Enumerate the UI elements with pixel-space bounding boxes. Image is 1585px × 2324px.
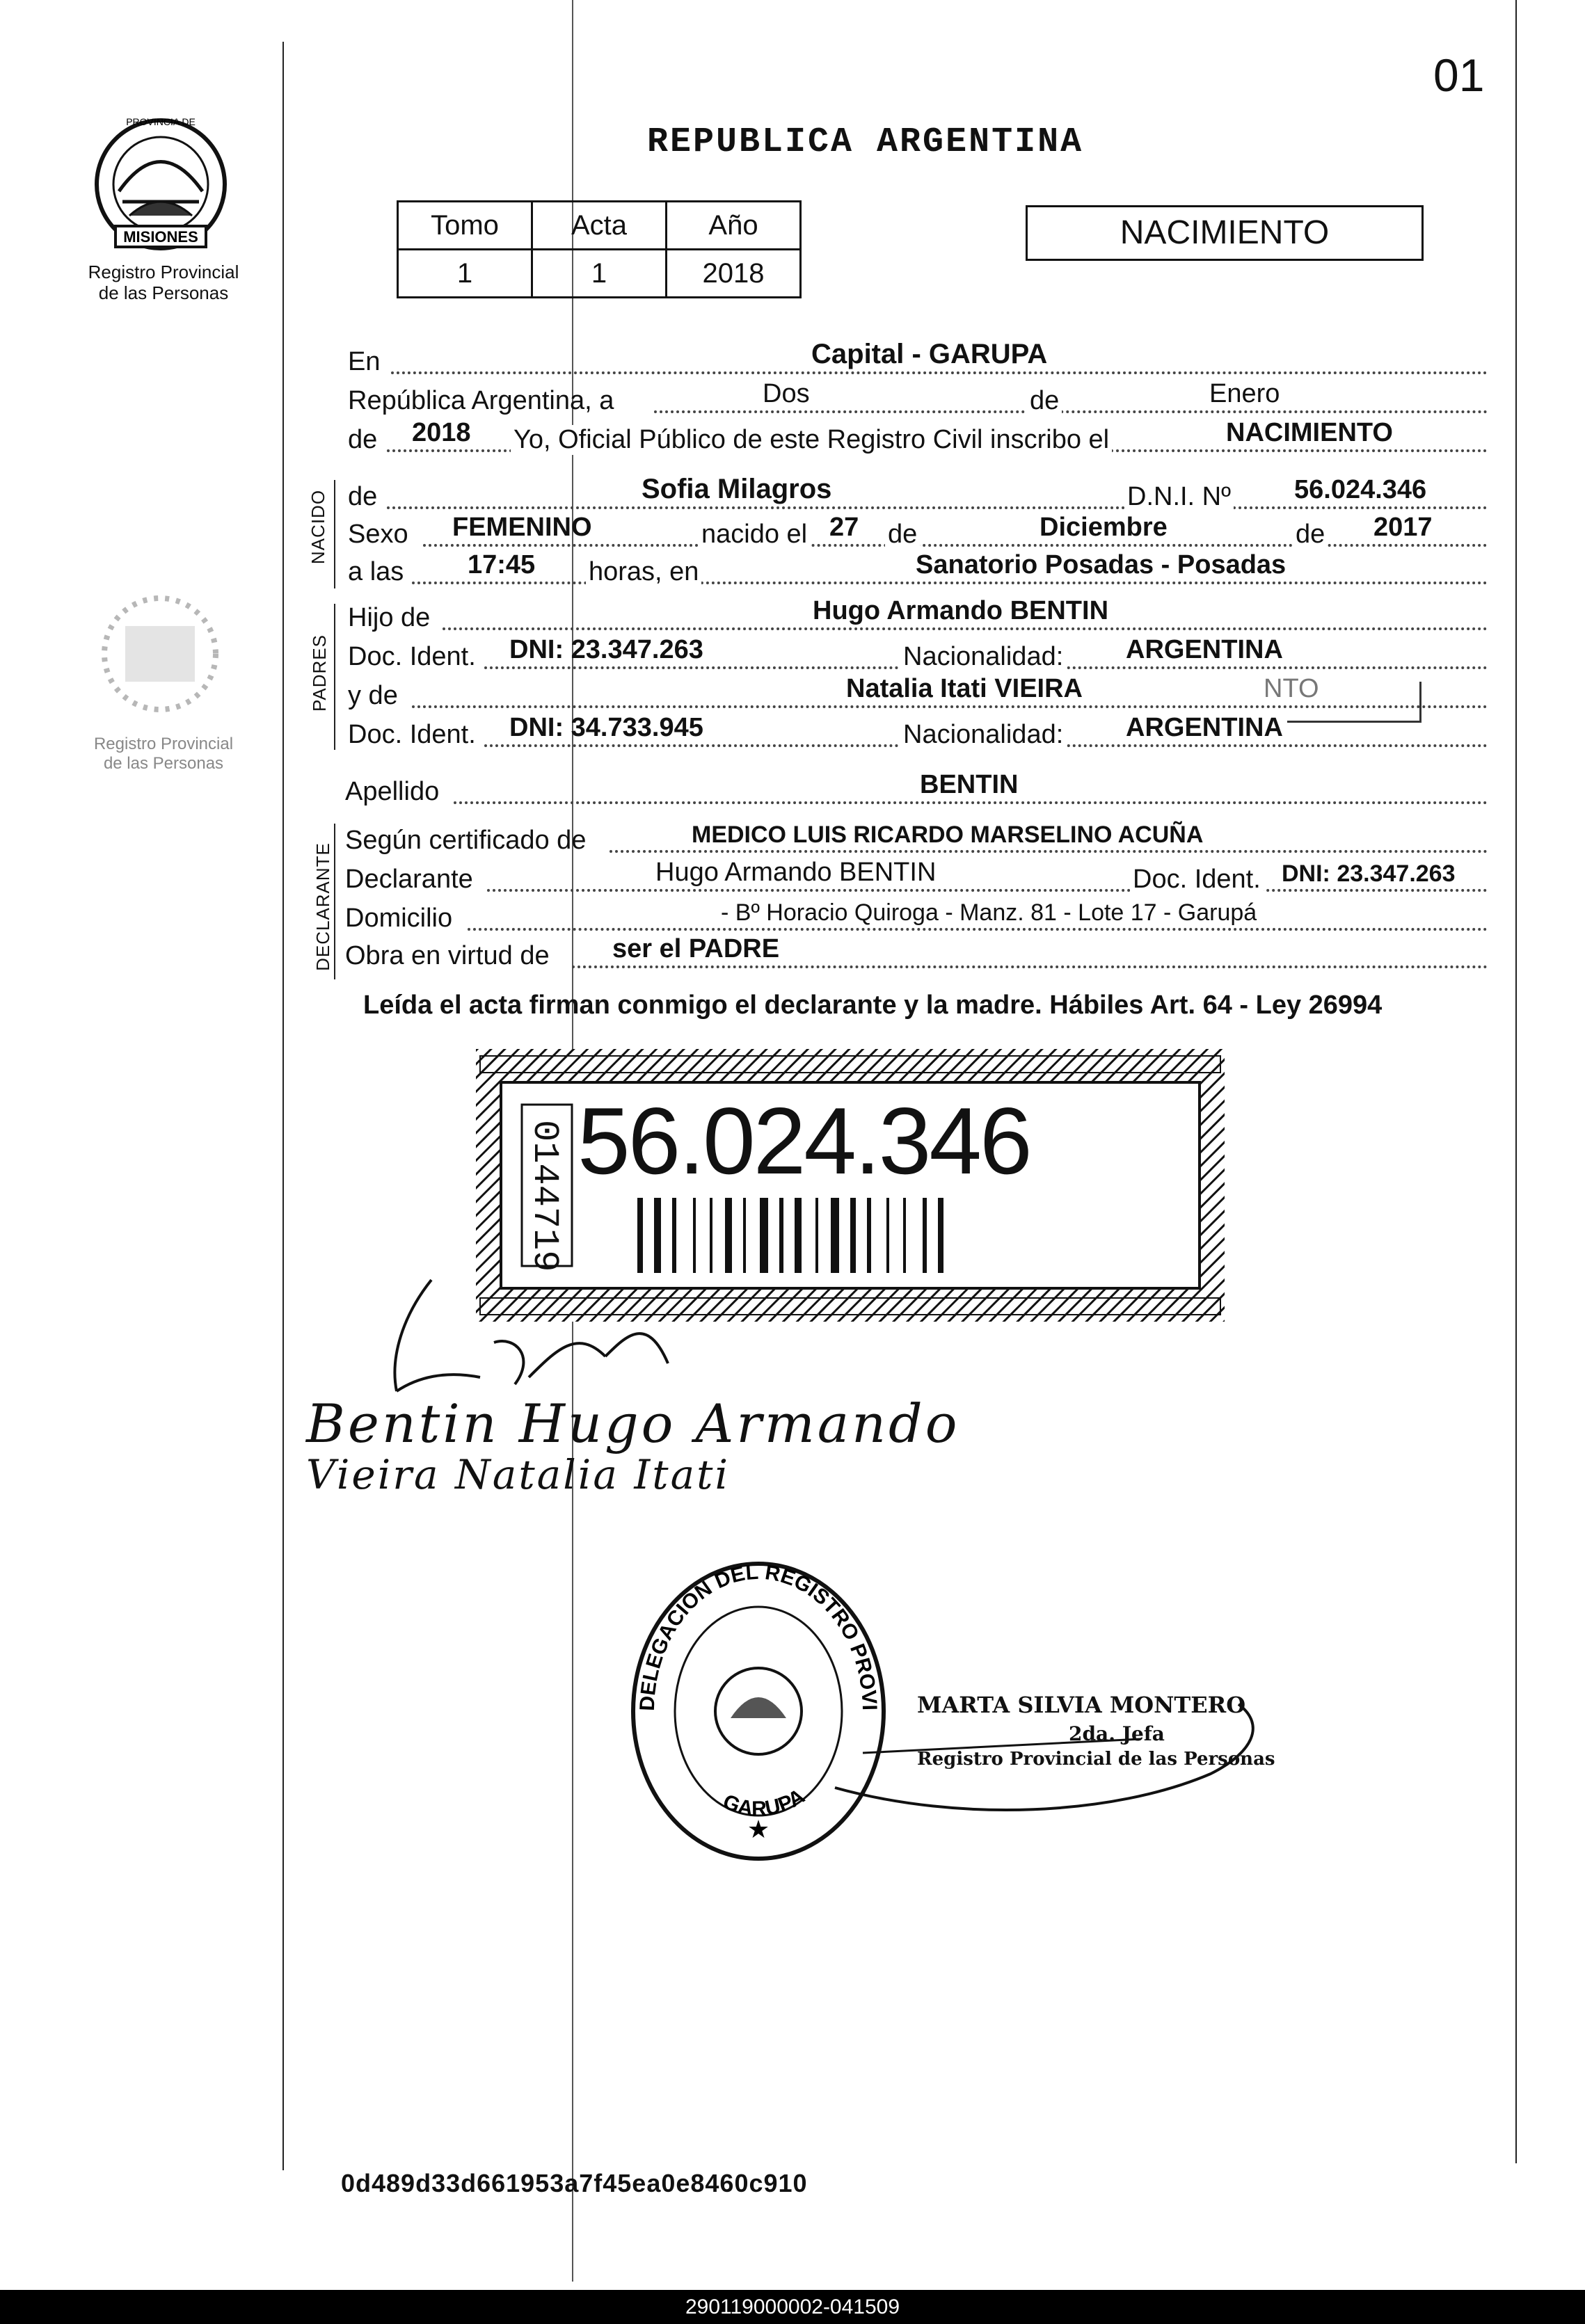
republica-label: República Argentina, a bbox=[348, 386, 614, 415]
declarante-bracket bbox=[334, 824, 335, 979]
nacido-lugar: Sanatorio Posadas - Posadas bbox=[916, 550, 1287, 579]
certificado-value: MEDICO LUIS RICARDO MARSELINO ACUÑA bbox=[692, 822, 1204, 848]
signer-name: MARTA SILVIA MONTERO bbox=[917, 1692, 1246, 1718]
barcode-bar bbox=[795, 1198, 802, 1273]
row-apellido bbox=[345, 772, 1488, 811]
padres-bracket bbox=[334, 604, 335, 750]
signer-org: Registro Provincial de las Personas bbox=[917, 1749, 1275, 1770]
province-seal-logo bbox=[88, 104, 234, 257]
obra-label: Obra en virtud de bbox=[345, 941, 550, 970]
signer-role: 2da. Jefa bbox=[1069, 1722, 1165, 1745]
acta-value-acta: 1 bbox=[532, 250, 667, 298]
madre-nombre: Natalia Itati VIEIRA bbox=[846, 674, 1083, 703]
padre-nac-label: Nacionalidad: bbox=[900, 642, 1066, 672]
de-label-2: de bbox=[348, 425, 378, 454]
madre-doc-label: Doc. Ident. bbox=[348, 720, 476, 749]
acta-table bbox=[397, 200, 802, 298]
row-obra-en-virtud bbox=[345, 936, 1488, 975]
en-value: Capital - GARUPA bbox=[811, 339, 1048, 369]
row-padre-doc bbox=[345, 637, 1488, 676]
left-margin-line bbox=[282, 42, 284, 2170]
document-hash: 0d489d33d661953a7f45ea0e8460c910 bbox=[341, 2169, 808, 2197]
nacido-de-label-3: de bbox=[1293, 520, 1328, 550]
mes-value: Enero bbox=[1209, 379, 1280, 408]
row-nacido-hora bbox=[345, 552, 1488, 591]
signer-signature-stroke bbox=[821, 1656, 1280, 1840]
stamp-round-bottom: GARUPA bbox=[719, 1784, 809, 1821]
barcode-bar bbox=[938, 1198, 943, 1273]
horas-en-label: horas, en bbox=[586, 557, 701, 587]
hijo-de-label: Hijo de bbox=[348, 603, 431, 632]
faded-seal-caption: Registro Provincial de las Personas bbox=[93, 735, 234, 773]
acta-header-acta: Acta bbox=[532, 202, 667, 250]
nacido-de-label-2: de bbox=[885, 520, 920, 550]
sexo-label: Sexo bbox=[348, 520, 408, 549]
barcode-bar bbox=[710, 1198, 712, 1273]
section-label-padres: PADRES bbox=[309, 634, 330, 712]
row-republica bbox=[345, 381, 1488, 420]
padre-doc: DNI: 23.347.263 bbox=[509, 635, 703, 664]
nacido-bracket bbox=[334, 480, 335, 588]
y-de-label: y de bbox=[348, 681, 398, 710]
barcode-bar bbox=[815, 1198, 818, 1273]
dia-value: Dos bbox=[763, 379, 810, 408]
nacido-dia: 27 bbox=[829, 513, 859, 542]
barcode-bar bbox=[654, 1198, 661, 1273]
a-las-label: a las bbox=[348, 557, 404, 586]
obra-value: ser el PADRE bbox=[612, 934, 780, 963]
de-label: de bbox=[1027, 386, 1062, 416]
en-label: En bbox=[348, 347, 381, 376]
padre-nacionalidad: ARGENTINA bbox=[1126, 635, 1283, 664]
declarante-label: Declarante bbox=[345, 865, 473, 894]
nacido-el-label: nacido el bbox=[699, 520, 810, 550]
nacido-anio: 2017 bbox=[1373, 513, 1433, 542]
barcode-bar bbox=[850, 1198, 856, 1273]
leida-acta-text: Leída el acta firman conmigo el declarante y la madre. Hábiles Art. 64 - Ley 26994 bbox=[363, 991, 1383, 1020]
sticker-serial: 0144719 bbox=[524, 1120, 565, 1272]
declarante-nombre: Hugo Armando BENTIN bbox=[655, 858, 937, 887]
row-anio-inscribo bbox=[345, 420, 1488, 459]
inscribo-value: NACIMIENTO bbox=[1226, 418, 1393, 447]
declarante-doc-label: Doc. Ident. bbox=[1130, 865, 1264, 895]
sticker-dni-number: 56.024.346 bbox=[578, 1088, 1030, 1194]
segun-certificado-label: Según certificado de bbox=[345, 826, 587, 855]
barcode-bar bbox=[779, 1198, 783, 1273]
nacido-de-label: de bbox=[348, 482, 378, 511]
apellido-value: BENTIN bbox=[920, 770, 1019, 799]
nacido-hora: 17:45 bbox=[468, 550, 536, 579]
domicilio-value: - Bº Horacio Quiroga - Manz. 81 - Lote 17 - Garupá bbox=[721, 899, 1257, 926]
logo-caption-line1: Registro Provincial bbox=[88, 262, 239, 282]
right-margin-line bbox=[1515, 0, 1517, 2163]
stamp-round-text: DELEGACION DEL REGISTRO PROVI bbox=[635, 1560, 882, 1712]
acta-value-anio: 2018 bbox=[667, 250, 801, 298]
acta-table-header-row bbox=[398, 202, 801, 250]
footer-code: 290119000002-041509 bbox=[0, 2290, 1585, 2324]
row-hijo-de bbox=[345, 598, 1488, 637]
yo-oficial-text: Yo, Oficial Público de este Registro Civil inscribo el bbox=[511, 425, 1112, 455]
barcode-bar bbox=[672, 1198, 676, 1273]
document-title: REPUBLICA ARGENTINA bbox=[647, 122, 1084, 162]
padre-doc-label: Doc. Ident. bbox=[348, 642, 476, 671]
margin-note: NTO bbox=[1264, 674, 1319, 703]
madre-doc: DNI: 34.733.945 bbox=[509, 713, 703, 742]
signature-madre: Vieira Natalia Itati bbox=[306, 1451, 731, 1498]
barcode-bar bbox=[867, 1198, 871, 1273]
acta-header-tomo: Tomo bbox=[398, 202, 532, 250]
sexo-value: FEMENINO bbox=[452, 513, 592, 542]
logo-text-top: PROVINCIA DE bbox=[126, 116, 196, 127]
barcode-bar bbox=[903, 1198, 906, 1273]
logo-caption-line2: de las Personas bbox=[98, 282, 229, 303]
nacido-nombre: Sofia Milagros bbox=[642, 474, 832, 504]
nacido-dni: 56.024.346 bbox=[1294, 475, 1427, 504]
barcode-bar bbox=[760, 1198, 768, 1273]
domicilio-label: Domicilio bbox=[345, 904, 453, 933]
tipo-acta-box: NACIMIENTO bbox=[1026, 205, 1424, 261]
acta-header-anio: Año bbox=[667, 202, 801, 250]
barcode-bar bbox=[831, 1198, 839, 1273]
signature-padre: Bentin Hugo Armando bbox=[306, 1393, 960, 1454]
madre-nac-label: Nacionalidad: bbox=[900, 720, 1066, 750]
section-label-declarante: DECLARANTE bbox=[312, 842, 333, 971]
section-label-nacido: NACIDO bbox=[308, 489, 329, 565]
row-domicilio bbox=[345, 899, 1488, 938]
row-en bbox=[345, 339, 1488, 381]
padre-nombre: Hugo Armando BENTIN bbox=[813, 596, 1109, 625]
logo-text: MISIONES bbox=[123, 228, 198, 246]
acta-value-tomo: 1 bbox=[398, 250, 532, 298]
logo-caption bbox=[70, 262, 257, 303]
barcode-bar bbox=[743, 1198, 746, 1273]
barcode-bar bbox=[637, 1198, 643, 1273]
apellido-label: Apellido bbox=[345, 777, 440, 806]
barcode-bar bbox=[923, 1198, 927, 1273]
dni-label: D.N.I. Nº bbox=[1124, 482, 1234, 512]
nacido-mes: Diciembre bbox=[1040, 513, 1168, 542]
row-segun-certificado bbox=[345, 821, 1488, 860]
row-declarante bbox=[345, 860, 1488, 899]
barcode-bar bbox=[693, 1198, 696, 1273]
declarante-doc: DNI: 23.347.263 bbox=[1282, 860, 1456, 887]
barcode-bar bbox=[886, 1198, 889, 1273]
anio-value: 2018 bbox=[412, 418, 471, 447]
faded-seal-image bbox=[83, 584, 237, 730]
madre-nacionalidad: ARGENTINA bbox=[1126, 713, 1283, 742]
row-nacido-sexo bbox=[345, 515, 1488, 554]
star-icon: ★ bbox=[747, 1815, 770, 1843]
barcode-bar bbox=[725, 1198, 732, 1273]
page-number: 01 bbox=[1433, 49, 1485, 101]
row-nacido-nombre bbox=[345, 474, 1488, 516]
row-madre-doc bbox=[345, 715, 1488, 754]
acta-table-value-row bbox=[398, 250, 801, 298]
